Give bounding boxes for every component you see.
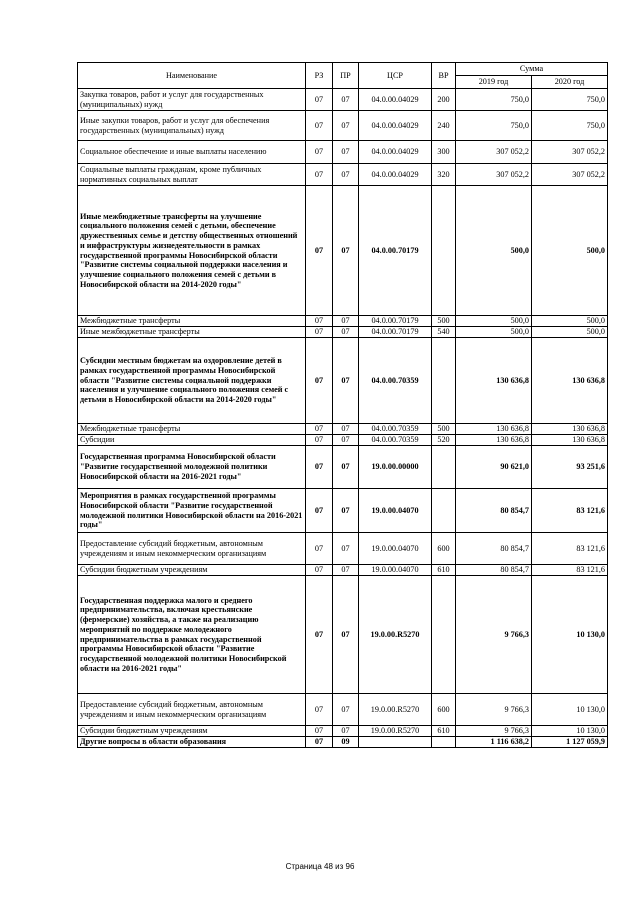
cell-name: Предоставление субсидий бюджетным, автономным учреждениям и иным некоммерческим организациям (78, 533, 306, 565)
cell-pr: 07 (333, 446, 359, 489)
cell-vr: 500 (432, 316, 456, 327)
cell-pr: 07 (333, 694, 359, 726)
cell-vr: 300 (432, 141, 456, 164)
cell-v2019: 80 854,7 (456, 533, 532, 565)
cell-vr (432, 576, 456, 694)
cell-v2020: 93 251,6 (532, 446, 608, 489)
table-row (78, 489, 608, 533)
cell-name: Государственная программа Новосибирской области "Развитие государственной молодежной политики Новосибирской области на 2016-2021 годы" (78, 446, 306, 489)
cell-vr (432, 737, 456, 748)
page-footer: Страница 48 из 96 (285, 862, 355, 871)
table-row (78, 533, 608, 565)
cell-pr: 07 (333, 186, 359, 316)
cell-csr: 04.0.00.70179 (359, 316, 432, 327)
cell-vr: 610 (432, 565, 456, 576)
cell-rz: 07 (306, 316, 333, 327)
cell-pr: 07 (333, 316, 359, 327)
cell-csr: 04.0.00.70179 (359, 327, 432, 338)
cell-csr: 04.0.00.70359 (359, 435, 432, 446)
cell-csr: 19.0.00.04070 (359, 533, 432, 565)
cell-pr: 07 (333, 141, 359, 164)
cell-v2020: 307 052,2 (532, 141, 608, 164)
cell-csr: 19.0.00.04070 (359, 565, 432, 576)
cell-rz: 07 (306, 694, 333, 726)
table-row (78, 338, 608, 424)
cell-v2020: 83 121,6 (532, 565, 608, 576)
cell-rz: 07 (306, 89, 333, 111)
cell-v2019: 130 636,8 (456, 435, 532, 446)
cell-vr (432, 338, 456, 424)
table-row (78, 435, 608, 446)
header-name: Наименование (78, 63, 306, 89)
cell-v2020: 130 636,8 (532, 338, 608, 424)
cell-vr (432, 446, 456, 489)
cell-v2020: 307 052,2 (532, 164, 608, 186)
cell-rz: 07 (306, 186, 333, 316)
cell-pr: 07 (333, 89, 359, 111)
cell-rz: 07 (306, 435, 333, 446)
cell-name: Другие вопросы в области образования (78, 737, 306, 748)
cell-rz: 07 (306, 327, 333, 338)
cell-v2019: 750,0 (456, 89, 532, 111)
cell-vr: 600 (432, 694, 456, 726)
cell-v2020: 1 127 059,9 (532, 737, 608, 748)
table-row (78, 164, 608, 186)
cell-csr: 04.0.00.70359 (359, 424, 432, 435)
cell-rz: 07 (306, 338, 333, 424)
budget-table (77, 62, 608, 748)
cell-rz: 07 (306, 576, 333, 694)
cell-v2019: 80 854,7 (456, 565, 532, 576)
cell-name: Мероприятия в рамках государственной программы Новосибирской области "Развитие государственной молодежной политики Новосибирской области на 2016-2021 годы" (78, 489, 306, 533)
table-row (78, 694, 608, 726)
cell-name: Субсидии бюджетным учреждениям (78, 565, 306, 576)
cell-pr: 07 (333, 338, 359, 424)
cell-v2019: 1 116 638,2 (456, 737, 532, 748)
cell-v2020: 500,0 (532, 327, 608, 338)
cell-name: Социальное обеспечение и иные выплаты населению (78, 141, 306, 164)
cell-csr: 19.0.00.R5270 (359, 694, 432, 726)
cell-name: Предоставление субсидий бюджетным, автономным учреждениям и иным некоммерческим организациям (78, 694, 306, 726)
cell-v2019: 9 766,3 (456, 694, 532, 726)
cell-v2020: 750,0 (532, 111, 608, 141)
cell-rz: 07 (306, 489, 333, 533)
cell-pr: 09 (333, 737, 359, 748)
cell-csr: 19.0.00.R5270 (359, 576, 432, 694)
cell-v2020: 10 130,0 (532, 576, 608, 694)
cell-pr: 07 (333, 533, 359, 565)
cell-v2019: 9 766,3 (456, 726, 532, 737)
cell-csr: 04.0.00.04029 (359, 111, 432, 141)
table-row (78, 316, 608, 327)
cell-v2019: 307 052,2 (456, 141, 532, 164)
cell-v2020: 500,0 (532, 316, 608, 327)
cell-csr: 04.0.00.70179 (359, 186, 432, 316)
cell-vr: 520 (432, 435, 456, 446)
cell-csr: 19.0.00.04070 (359, 489, 432, 533)
cell-name: Межбюджетные трансферты (78, 316, 306, 327)
table-row (78, 726, 608, 737)
cell-v2020: 10 130,0 (532, 726, 608, 737)
cell-vr: 540 (432, 327, 456, 338)
table-row (78, 446, 608, 489)
cell-v2019: 307 052,2 (456, 164, 532, 186)
cell-name: Социальные выплаты гражданам, кроме публичных нормативных социальных выплат (78, 164, 306, 186)
cell-name: Субсидии бюджетным учреждениям (78, 726, 306, 737)
cell-v2019: 500,0 (456, 316, 532, 327)
header-csr: ЦСР (359, 63, 432, 89)
cell-csr: 19.0.00.00000 (359, 446, 432, 489)
cell-v2020: 500,0 (532, 186, 608, 316)
table-row (78, 576, 608, 694)
cell-v2020: 83 121,6 (532, 489, 608, 533)
cell-v2019: 130 636,8 (456, 338, 532, 424)
cell-name: Иные закупки товаров, работ и услуг для обеспечения государственных (муниципальных) нужд (78, 111, 306, 141)
cell-rz: 07 (306, 111, 333, 141)
table-body (78, 89, 608, 748)
header-rz: РЗ (306, 63, 333, 89)
cell-rz: 07 (306, 726, 333, 737)
cell-pr: 07 (333, 164, 359, 186)
cell-csr (359, 737, 432, 748)
cell-v2019: 80 854,7 (456, 489, 532, 533)
header-year-2020: 2020 год (532, 76, 608, 89)
cell-v2019: 9 766,3 (456, 576, 532, 694)
cell-name: Иные межбюджетные трансферты на улучшение социального положения семей с детьми, обеспечение дружественных семье и детству общественных отношений и инфраструктуры жизнедеятельности в рамках государственной программы Новосибирской области "Развитие системы социальной поддержки населения и улучшение социального положения семей с детьми в Новосибирской области на 2014-2020 годы" (78, 186, 306, 316)
cell-v2019: 500,0 (456, 186, 532, 316)
cell-name: Иные межбюджетные трансферты (78, 327, 306, 338)
cell-pr: 07 (333, 424, 359, 435)
cell-pr: 07 (333, 576, 359, 694)
table-row (78, 111, 608, 141)
cell-name: Государственная поддержка малого и среднего предпринимательства, включая крестьянские (фермерские) хозяйства, а также на реализацию мероприятий по поддержке молодежного предпринимательства в рамках государственной программы Новосибирской области "Развитие государственной молодежной политики Новосибирской области на 2016-2021 годы" (78, 576, 306, 694)
cell-pr: 07 (333, 435, 359, 446)
cell-v2019: 750,0 (456, 111, 532, 141)
cell-name: Межбюджетные трансферты (78, 424, 306, 435)
table-row (78, 141, 608, 164)
cell-pr: 07 (333, 111, 359, 141)
table-row (78, 327, 608, 338)
table-row (78, 89, 608, 111)
cell-v2020: 130 636,8 (532, 424, 608, 435)
table-row (78, 737, 608, 748)
cell-rz: 07 (306, 533, 333, 565)
cell-rz: 07 (306, 141, 333, 164)
cell-vr (432, 489, 456, 533)
table-row (78, 186, 608, 316)
cell-pr: 07 (333, 489, 359, 533)
cell-vr: 610 (432, 726, 456, 737)
header-pr: ПР (333, 63, 359, 89)
cell-csr: 19.0.00.R5270 (359, 726, 432, 737)
cell-vr: 600 (432, 533, 456, 565)
cell-rz: 07 (306, 446, 333, 489)
cell-rz: 07 (306, 424, 333, 435)
cell-vr: 240 (432, 111, 456, 141)
cell-vr: 320 (432, 164, 456, 186)
cell-vr (432, 186, 456, 316)
cell-csr: 04.0.00.04029 (359, 164, 432, 186)
cell-v2020: 750,0 (532, 89, 608, 111)
table-row (78, 565, 608, 576)
table-row (78, 424, 608, 435)
cell-v2019: 90 621,0 (456, 446, 532, 489)
cell-csr: 04.0.00.04029 (359, 141, 432, 164)
cell-v2019: 500,0 (456, 327, 532, 338)
cell-v2019: 130 636,8 (456, 424, 532, 435)
cell-v2020: 130 636,8 (532, 435, 608, 446)
cell-rz: 07 (306, 164, 333, 186)
cell-csr: 04.0.00.04029 (359, 89, 432, 111)
header-row (78, 63, 608, 76)
cell-name: Закупка товаров, работ и услуг для государственных (муниципальных) нужд (78, 89, 306, 111)
cell-pr: 07 (333, 565, 359, 576)
cell-vr: 500 (432, 424, 456, 435)
cell-name: Субсидии местным бюджетам на оздоровление детей в рамках государственной программы Новосибирской области "Развитие системы социальной поддержки населения и улучшение социального положения семей с детьми в Новосибирской области на 2014-2020 годы" (78, 338, 306, 424)
header-sum: Сумма (456, 63, 608, 76)
header-vr: ВР (432, 63, 456, 89)
cell-rz: 07 (306, 565, 333, 576)
cell-pr: 07 (333, 327, 359, 338)
cell-rz: 07 (306, 737, 333, 748)
cell-pr: 07 (333, 726, 359, 737)
header-year-2019: 2019 год (456, 76, 532, 89)
cell-csr: 04.0.00.70359 (359, 338, 432, 424)
cell-v2020: 83 121,6 (532, 533, 608, 565)
cell-name: Субсидии (78, 435, 306, 446)
cell-v2020: 10 130,0 (532, 694, 608, 726)
cell-vr: 200 (432, 89, 456, 111)
